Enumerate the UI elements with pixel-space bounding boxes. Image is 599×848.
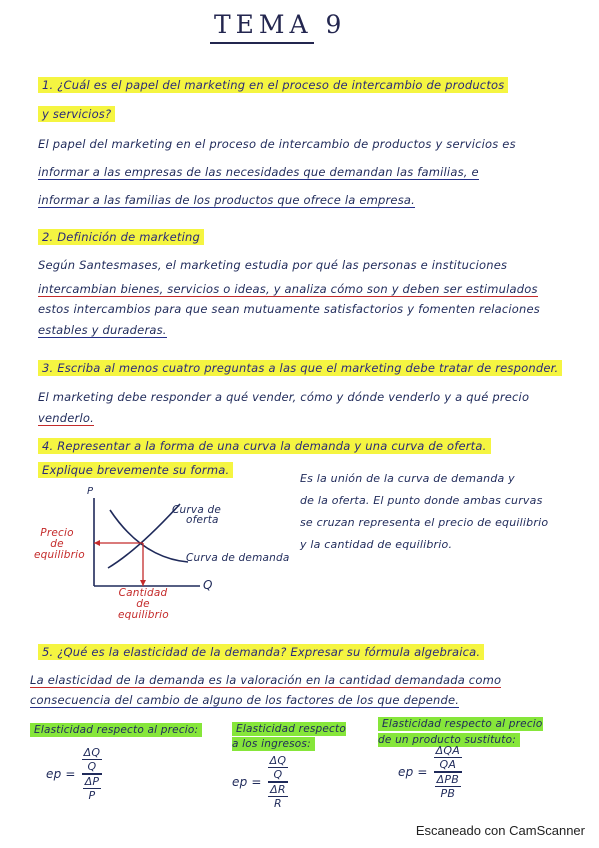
quantity-arrow-icon — [140, 580, 146, 586]
answer-1-line-3: informar a las familias de los productos que ofrece la empresa. — [38, 193, 416, 207]
supply-curve-label: Curva de oferta — [172, 504, 222, 526]
question-1-line-2: y servicios? — [38, 107, 115, 121]
answer-2-line-1: Según Santesmases, el marketing estudia por qué las personas e instituciones — [38, 258, 508, 272]
price-arrow-icon — [94, 540, 100, 546]
answer-3-line-2: venderlo. — [38, 411, 94, 425]
answer-2-line-3: estos intercambios para que sean mutuamente satisfactorios y fomenten relaciones — [38, 302, 540, 316]
question-4-line-1: 4. Representar a la forma de una curva la demanda y una curva de oferta. — [38, 439, 491, 453]
question-4-line-2: Explique brevemente su forma. — [38, 463, 233, 477]
answer-5-line-2: consecuencia del cambio de alguno de los factores de los que depende. — [30, 693, 460, 707]
price-equilibrium-label: Precio de equilibrio — [34, 527, 85, 561]
q-axis-label: Q — [203, 578, 213, 592]
formula-price-elasticity: ep = $\frac{\frac{\Delta Q}{Q}}{\frac{\Delta P}{P}}$ — [46, 746, 101, 803]
question-2: 2. Definición de marketing — [38, 230, 204, 244]
answer-4-line-2: de la oferta. El punto donde ambas curvas — [300, 494, 543, 507]
page-title: TEMA 9 — [214, 10, 347, 39]
answer-4-line-3: se cruzan representa el precio de equilibrio — [300, 516, 549, 529]
camscanner-watermark: Escaneado con CamScanner — [415, 823, 585, 838]
elasticity-substitute-box: Elasticidad respecto al precio de un producto sustituto: — [378, 718, 543, 746]
answer-1-line-1: El papel del marketing en el proceso de intercambio de productos y servicios es — [38, 137, 516, 151]
question-1-line-1: 1. ¿Cuál es el papel del marketing en el proceso de intercambio de productos — [38, 78, 508, 92]
answer-4-line-4: y la cantidad de equilibrio. — [300, 538, 453, 551]
question-3: 3. Escriba al menos cuatro preguntas a las que el marketing debe tratar de responder. — [38, 361, 562, 375]
formula-substitute-elasticity: ep = $\frac{\frac{\text{ΔQA}}{QA}}{\frac{\text{ΔPB}}{PB}}$ — [398, 744, 460, 801]
quantity-equilibrium-label: Cantidad de equilibrio — [118, 587, 169, 621]
formula-income-elasticity: ep = $\frac{\frac{\Delta Q}{Q}}{\frac{\Delta R}{R}}$ — [232, 754, 287, 811]
answer-1-line-2: informar a las empresas de las necesidades que demandan las familias, e — [38, 165, 479, 179]
demand-curve-label: Curva de demanda — [186, 552, 290, 564]
title-underline — [210, 42, 314, 44]
elasticity-income-box: Elasticidad respecto a los ingresos: — [232, 723, 346, 750]
answer-2-line-4: estables y duraderas. — [38, 323, 167, 337]
answer-2-line-2: intercambian bienes, servicios o ideas, y analiza cómo son y deben ser estimulados — [38, 282, 538, 296]
answer-3-line-1: El marketing debe responder a qué vender, cómo y dónde venderlo y a qué precio — [38, 390, 530, 404]
answer-4-line-1: Es la unión de la curva de demanda y — [300, 472, 515, 485]
answer-5-line-1: La elasticidad de la demanda es la valoración en la cantidad demandada como — [30, 673, 502, 687]
question-5: 5. ¿Qué es la elasticidad de la demanda? Expresar su fórmula algebraica. — [38, 645, 484, 659]
elasticity-price-box: Elasticidad respecto al precio: — [30, 724, 202, 736]
p-axis-label: P — [87, 486, 94, 497]
